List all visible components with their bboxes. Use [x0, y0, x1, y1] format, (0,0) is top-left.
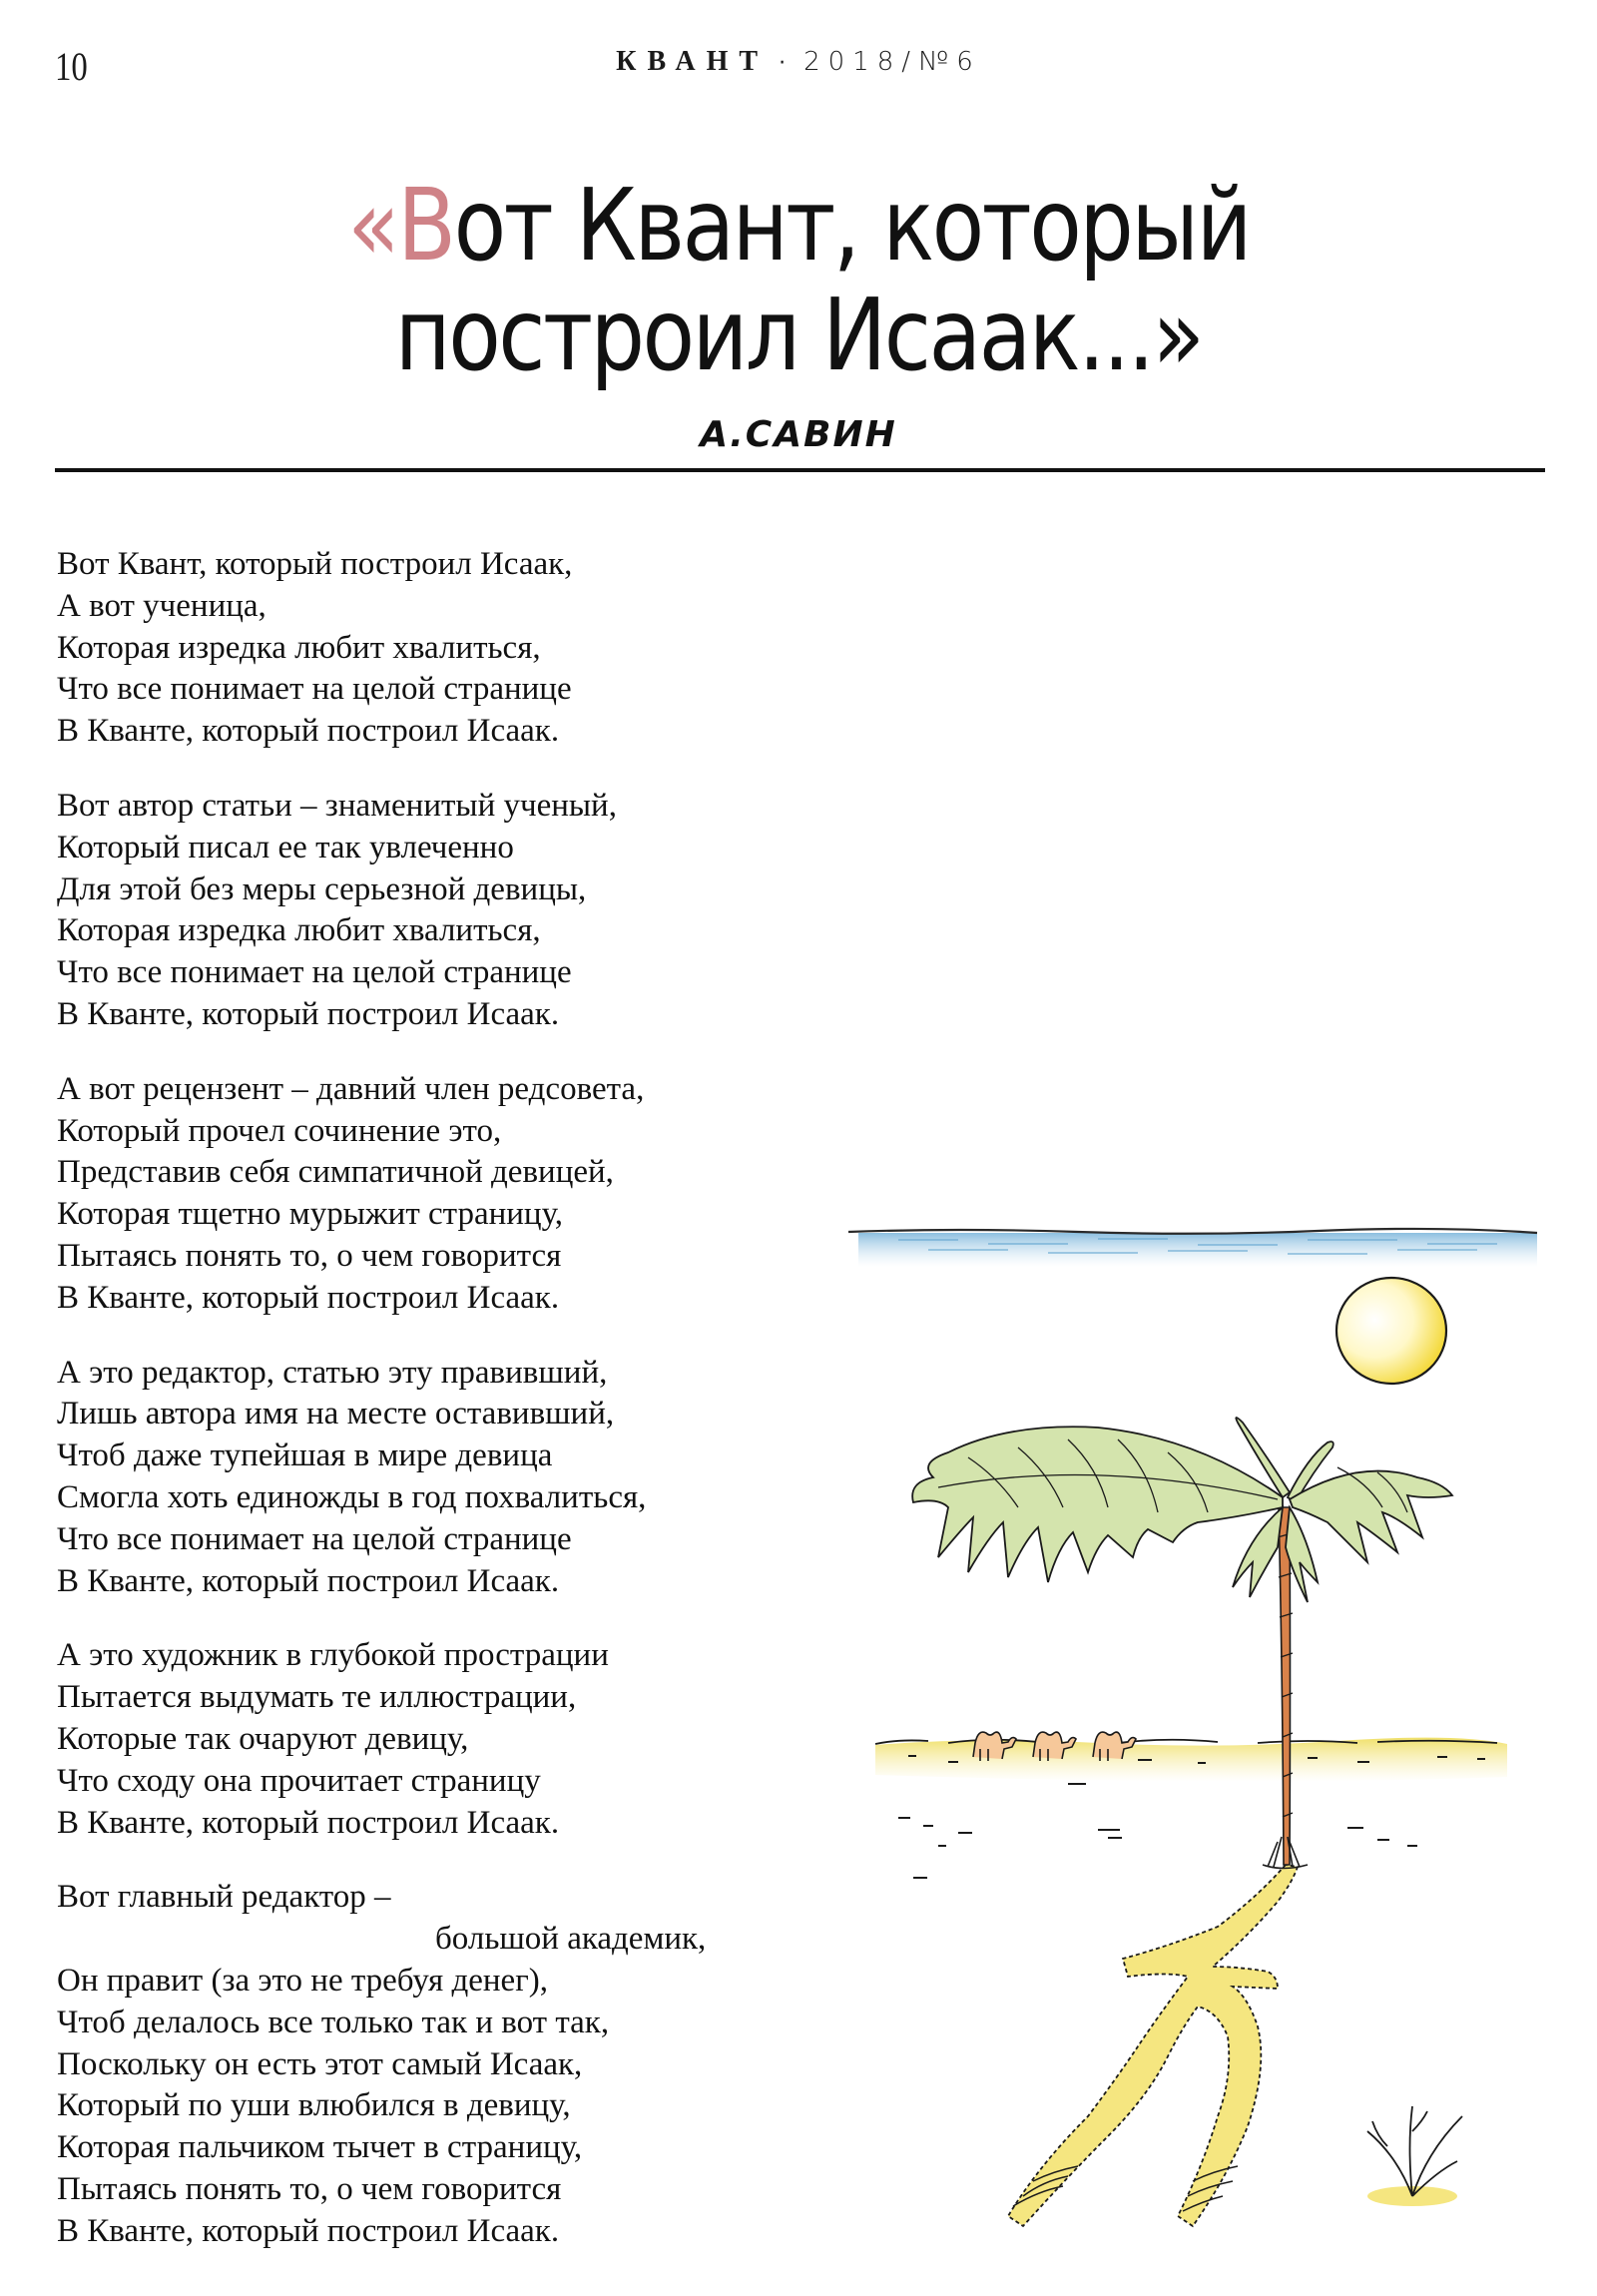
poem-line: Пытается выдумать те иллюстрации,	[57, 1679, 577, 1716]
poem-line: Что все понимает на целой странице	[57, 671, 572, 708]
poem-line: В Кванте, который построил Исаак.	[57, 1279, 560, 1316]
poem	[57, 544, 815, 2285]
page-number: 10	[55, 44, 88, 89]
title-open-quote: «	[347, 167, 398, 284]
poem-line: Что все понимает на целой странице	[57, 1520, 572, 1557]
poem-line: Поскольку он есть этот самый Исаак,	[57, 2045, 583, 2082]
bush-icon	[1367, 2106, 1462, 2206]
article-title	[0, 167, 1597, 393]
stanza-1	[57, 544, 815, 753]
poem-line: Вот главный редактор –	[57, 1879, 391, 1916]
poem-line: Которая пальчиком тычет в страницу,	[57, 2129, 583, 2166]
stanza-5	[57, 1635, 815, 1844]
poem-line: А вот ученица,	[57, 587, 266, 624]
poem-line: Которые так очаруют девицу,	[57, 1720, 469, 1757]
poem-line: В Кванте, который построил Исаак.	[57, 2212, 560, 2249]
issue-number: 2018/№6	[803, 47, 981, 77]
author-byline: А.САВИН	[700, 414, 897, 455]
poem-line-indented: большой академик,	[435, 1921, 707, 1958]
poem-line: Который по уши влюбился в девицу,	[57, 2087, 571, 2124]
poem-line: В Кванте, который построил Исаак.	[57, 995, 560, 1032]
poem-line: Которая изредка любит хвалиться,	[57, 912, 541, 949]
poem-line: А вот рецензент – давний член редсовета,	[57, 1070, 645, 1107]
title-line-1-text: от Квант, который	[453, 167, 1250, 284]
poem-line: Смогла хоть единожды в год похвалиться,	[57, 1478, 647, 1515]
poem-line: Что сходу она прочитает страницу	[57, 1762, 541, 1799]
separator-dot: ·	[779, 51, 787, 76]
camels-icon	[973, 1732, 1136, 1761]
poem-line: В Кванте, который построил Исаак.	[57, 1562, 560, 1599]
poem-line: Пытаясь понять то, о чем говорится	[57, 2170, 562, 2207]
poem-line: В Кванте, который построил Исаак.	[57, 1804, 560, 1841]
sea-icon	[848, 1229, 1537, 1267]
poem-line: Который писал ее так увлеченно	[57, 829, 514, 865]
title-line-1	[112, 167, 1485, 284]
poem-line: Которая тщетно мурыжит страницу,	[57, 1196, 564, 1233]
stanza-3	[57, 1069, 815, 1320]
stanza-2	[57, 786, 815, 1036]
poem-line: Которая изредка любит хвалиться,	[57, 629, 541, 666]
title-drop-letter: В	[397, 167, 454, 284]
poem-line: А это художник в глубокой прострации	[57, 1637, 609, 1674]
poem-line: Вот Квант, который построил Исаак,	[57, 546, 573, 582]
palm-tree-illustration	[838, 1178, 1557, 2256]
poem-line: Для этой без меры серьезной девицы,	[57, 870, 587, 907]
stanza-4	[57, 1353, 815, 1603]
poem-line: А это редактор, статью эту правивший,	[57, 1354, 608, 1391]
sun-icon	[1336, 1278, 1446, 1384]
poem-line: Вот автор статьи – знаменитый ученый,	[57, 787, 617, 824]
title-line-2: построил Исаак...»	[394, 277, 1203, 393]
poem-line: Чтоб делалось все только так и вот так,	[57, 2004, 610, 2040]
poem-line: Лишь автора имя на месте оставивший,	[57, 1396, 615, 1433]
poem-line: Он правит (за это не требуя денег),	[57, 1962, 548, 1999]
poem-line: Пытаясь понять то, о чем говорится	[57, 1237, 562, 1274]
palm-fronds-icon	[912, 1418, 1452, 1602]
desert-icon	[875, 1738, 1507, 1879]
palm-shadow-icon	[1008, 1865, 1298, 2226]
poem-line: В Кванте, который построил Исаак.	[57, 713, 560, 750]
title-divider	[55, 468, 1545, 472]
poem-line: Представив себя симпатичной девицей,	[57, 1154, 614, 1191]
poem-line: Чтоб даже тупейшая в мире девица	[57, 1437, 553, 1474]
poem-line: Что все понимает на целой странице	[57, 954, 572, 991]
running-head	[0, 44, 1597, 84]
stanza-6	[57, 1877, 815, 2252]
journal-name: КВАНТ	[616, 46, 770, 77]
poem-line: Который прочел сочинение это,	[57, 1112, 502, 1149]
